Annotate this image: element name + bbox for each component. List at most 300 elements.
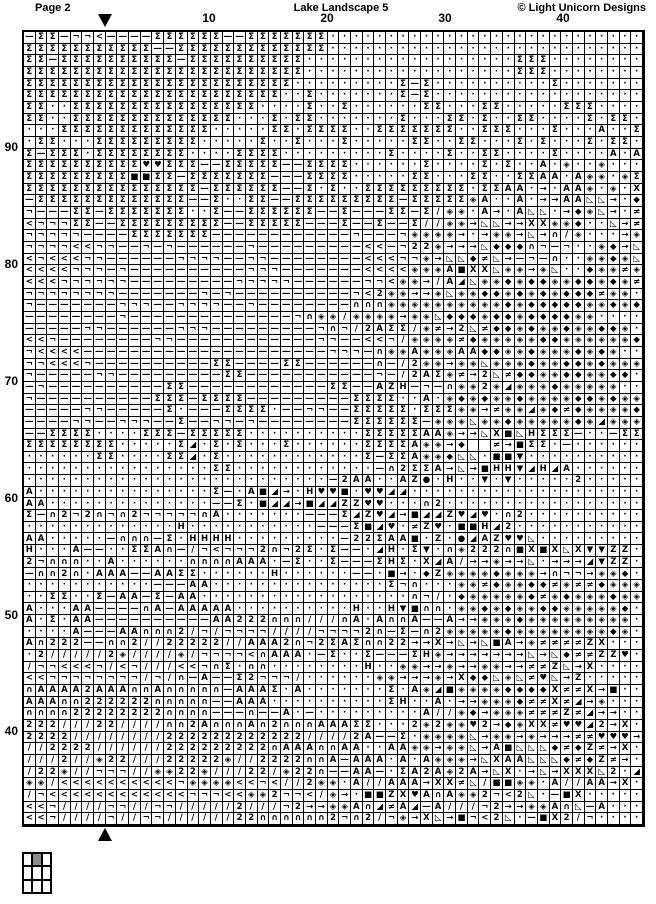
grid-cell: A: [433, 802, 445, 814]
grid-cell: Σ: [398, 627, 410, 639]
grid-cell: Σ: [281, 440, 293, 452]
grid-cell: ∩: [328, 743, 340, 755]
grid-cell: ·: [620, 44, 632, 56]
grid-cell: ¬: [164, 510, 176, 522]
grid-cell: —: [152, 382, 164, 394]
grid-cell: ∩: [211, 557, 223, 569]
grid-cell: Σ: [234, 149, 246, 161]
grid-cell: —: [351, 335, 363, 347]
grid-cell: →: [456, 429, 468, 441]
grid-cell: Σ: [47, 184, 59, 196]
grid-cell: ≠: [585, 732, 597, 744]
grid-cell: —: [573, 429, 585, 441]
grid-cell: Σ: [71, 184, 83, 196]
grid-cell: ◺: [526, 743, 538, 755]
grid-cell: ·: [561, 510, 573, 522]
grid-cell: 2: [258, 732, 270, 744]
grid-cell: Σ: [281, 79, 293, 91]
grid-cell: ¬: [223, 627, 235, 639]
grid-cell: A: [561, 463, 573, 475]
grid-cell: ·: [328, 102, 340, 114]
grid-cell: →: [620, 230, 632, 242]
grid-cell: ◆: [573, 207, 585, 219]
grid-cell: 2: [199, 743, 211, 755]
grid-cell: 2: [59, 638, 71, 650]
grid-cell: Σ: [82, 114, 94, 126]
grid-cell: —: [515, 254, 527, 266]
grid-cell: ·: [526, 184, 538, 196]
grid-cell: ·: [503, 498, 515, 510]
grid-cell: Σ: [515, 114, 527, 126]
grid-cell: ·: [211, 580, 223, 592]
grid-cell: /: [106, 732, 118, 744]
grid-cell: ◈: [550, 359, 562, 371]
grid-cell: ·: [444, 522, 456, 534]
grid-cell: /: [129, 743, 141, 755]
grid-cell: ∩: [281, 720, 293, 732]
grid-cell: ·: [258, 568, 270, 580]
grid-cell: Σ: [94, 102, 106, 114]
grid-cell: ≠: [573, 580, 585, 592]
grid-cell: A: [24, 615, 36, 627]
grid-cell: ∩: [71, 557, 83, 569]
grid-cell: ·: [444, 580, 456, 592]
grid-cell: Σ: [246, 79, 258, 91]
grid-cell: Σ: [176, 382, 188, 394]
grid-cell: ◈: [409, 277, 421, 289]
grid-cell: ¬: [24, 394, 36, 406]
grid-cell: ◢: [433, 557, 445, 569]
grid-cell: ·: [421, 149, 433, 161]
page-number-label: Page 2: [35, 2, 71, 14]
grid-cell: Σ: [223, 114, 235, 126]
grid-cell: <: [94, 778, 106, 790]
grid-cell: ·: [234, 662, 246, 674]
grid-cell: ¬: [398, 242, 410, 254]
grid-cell: Σ: [620, 137, 632, 149]
grid-cell: —: [328, 510, 340, 522]
grid-cell: —: [141, 289, 153, 301]
grid-cell: ◺: [596, 195, 608, 207]
grid-cell: —: [129, 370, 141, 382]
grid-cell: ◢: [468, 533, 480, 545]
grid-cell: Σ: [59, 160, 71, 172]
grid-cell: ◢: [316, 498, 328, 510]
grid-cell: ·: [620, 767, 632, 779]
grid-cell: ◈: [444, 755, 456, 767]
grid-cell: A: [293, 743, 305, 755]
grid-cell: ¬: [176, 324, 188, 336]
grid-cell: ·: [409, 697, 421, 709]
grid-cell: Σ: [398, 125, 410, 137]
grid-cell: Σ: [515, 55, 527, 67]
grid-cell: Σ: [246, 172, 258, 184]
grid-cell: —: [199, 405, 211, 417]
grid-cell: <: [106, 778, 118, 790]
grid-cell: 2: [36, 732, 48, 744]
grid-cell: ·: [456, 102, 468, 114]
grid-cell: ¬: [152, 335, 164, 347]
grid-cell: ·: [152, 557, 164, 569]
grid-cell: —: [421, 615, 433, 627]
grid-cell: ·: [608, 55, 620, 67]
grid-cell: Σ: [246, 184, 258, 196]
grid-cell: ◈: [608, 382, 620, 394]
grid-cell: ·: [351, 650, 363, 662]
grid-cell: Σ: [293, 44, 305, 56]
grid-cell: ·: [526, 195, 538, 207]
grid-cell: ·: [293, 90, 305, 102]
grid-cell: ·: [550, 510, 562, 522]
grid-cell: ·: [386, 55, 398, 67]
grid-cell: —: [304, 324, 316, 336]
grid-cell: ◢: [491, 522, 503, 534]
grid-cell: —: [293, 382, 305, 394]
grid-cell: ∩: [36, 568, 48, 580]
grid-cell: ¬: [47, 802, 59, 814]
grid-cell: ·: [421, 697, 433, 709]
grid-cell: ·: [631, 743, 643, 755]
grid-cell: —: [82, 335, 94, 347]
grid-cell: A: [211, 603, 223, 615]
grid-cell: /: [293, 673, 305, 685]
grid-cell: ◺: [491, 370, 503, 382]
grid-cell: —: [398, 195, 410, 207]
grid-cell: ·: [47, 498, 59, 510]
grid-cell: ·: [234, 603, 246, 615]
grid-cell: ·: [550, 90, 562, 102]
grid-cell: Σ: [176, 219, 188, 231]
grid-cell: Σ: [479, 114, 491, 126]
grid-cell: A: [36, 498, 48, 510]
grid-cell: ¬: [398, 254, 410, 266]
grid-cell: ·: [573, 254, 585, 266]
grid-cell: 2: [398, 463, 410, 475]
grid-cell: /: [188, 802, 200, 814]
grid-cell: ·: [223, 580, 235, 592]
grid-cell: Σ: [246, 32, 258, 44]
grid-cell: Σ: [246, 195, 258, 207]
grid-cell: ◈: [386, 347, 398, 359]
grid-cell: Σ: [234, 498, 246, 510]
grid-cell: ·: [550, 452, 562, 464]
grid-cell: ¬: [246, 254, 258, 266]
grid-cell: 2: [363, 324, 375, 336]
grid-cell: ·: [573, 137, 585, 149]
grid-cell: ·: [479, 498, 491, 510]
grid-cell: ▼: [585, 545, 597, 557]
grid-cell: A: [409, 347, 421, 359]
grid-cell: ¬: [246, 545, 258, 557]
grid-cell: ·: [351, 55, 363, 67]
grid-cell: →: [631, 732, 643, 744]
grid-cell: ·: [620, 802, 632, 814]
grid-cell: ◈: [608, 580, 620, 592]
grid-cell: —: [164, 580, 176, 592]
grid-cell: ◢: [433, 510, 445, 522]
grid-cell: /: [246, 755, 258, 767]
grid-cell: ·: [94, 580, 106, 592]
grid-cell: H: [526, 429, 538, 441]
grid-cell: A: [152, 603, 164, 615]
grid-cell: ◆: [573, 219, 585, 231]
grid-cell: ·: [398, 137, 410, 149]
grid-cell: —: [386, 219, 398, 231]
grid-cell: A: [234, 557, 246, 569]
grid-cell: A: [211, 615, 223, 627]
grid-cell: ◈: [503, 359, 515, 371]
grid-cell: /: [293, 627, 305, 639]
grid-cell: →: [479, 230, 491, 242]
grid-cell: ·: [421, 44, 433, 56]
grid-cell: ·: [82, 463, 94, 475]
grid-cell: —: [234, 708, 246, 720]
grid-cell: —: [36, 417, 48, 429]
grid-cell: <: [59, 254, 71, 266]
grid-cell: —: [176, 359, 188, 371]
grid-cell: A: [269, 650, 281, 662]
grid-cell: —: [293, 160, 305, 172]
grid-cell: ◈: [386, 289, 398, 301]
grid-cell: /: [82, 813, 94, 825]
grid-cell: A: [503, 184, 515, 196]
grid-cell: —: [176, 580, 188, 592]
grid-cell: Σ: [164, 55, 176, 67]
grid-cell: —: [258, 289, 270, 301]
grid-cell: ●: [421, 475, 433, 487]
grid-cell: ·: [631, 463, 643, 475]
grid-cell: <: [479, 813, 491, 825]
grid-cell: 2: [188, 743, 200, 755]
grid-cell: —: [304, 347, 316, 359]
grid-cell: ◺: [515, 429, 527, 441]
grid-cell: ◆: [573, 347, 585, 359]
grid-cell: 2: [433, 498, 445, 510]
grid-cell: ·: [631, 114, 643, 126]
grid-cell: →: [444, 324, 456, 336]
grid-cell: 2: [94, 720, 106, 732]
grid-cell: /: [211, 813, 223, 825]
grid-cell: 2: [164, 755, 176, 767]
grid-cell: ■: [304, 498, 316, 510]
grid-cell: ·: [444, 160, 456, 172]
grid-cell: —: [386, 242, 398, 254]
grid-cell: ·: [515, 149, 527, 161]
grid-cell: →: [596, 685, 608, 697]
grid-cell: X: [573, 767, 585, 779]
grid-cell: ≠: [550, 720, 562, 732]
grid-cell: ◆: [573, 405, 585, 417]
grid-cell: A: [561, 195, 573, 207]
grid-cell: ·: [304, 440, 316, 452]
grid-cell: ·: [304, 429, 316, 441]
grid-cell: ·: [71, 533, 83, 545]
grid-cell: Σ: [129, 67, 141, 79]
grid-cell: ·: [339, 452, 351, 464]
grid-cell: ·: [269, 510, 281, 522]
grid-cell: ·: [36, 463, 48, 475]
grid-cell: ¬: [199, 324, 211, 336]
grid-cell: ·: [117, 557, 129, 569]
grid-cell: Σ: [223, 463, 235, 475]
grid-cell: 2: [479, 790, 491, 802]
grid-cell: —: [258, 417, 270, 429]
grid-cell: Σ: [328, 195, 340, 207]
grid-cell: ◈: [631, 592, 643, 604]
grid-cell: ¬: [234, 627, 246, 639]
grid-cell: ·: [608, 790, 620, 802]
grid-cell: ◈: [188, 778, 200, 790]
grid-cell: ■: [456, 813, 468, 825]
grid-cell: ¬: [71, 230, 83, 242]
grid-cell: Σ: [258, 79, 270, 91]
grid-cell: <: [36, 673, 48, 685]
grid-cell: A: [468, 347, 480, 359]
grid-cell: ♥: [468, 720, 480, 732]
grid-cell: ◈: [468, 289, 480, 301]
grid-cell: ◈: [503, 615, 515, 627]
grid-cell: Σ: [71, 125, 83, 137]
grid-cell: ·: [281, 697, 293, 709]
grid-cell: —: [351, 359, 363, 371]
grid-cell: Σ: [304, 160, 316, 172]
grid-cell: —: [281, 300, 293, 312]
grid-cell: ·: [351, 463, 363, 475]
grid-cell: —: [363, 219, 375, 231]
grid-cell: ·: [631, 627, 643, 639]
grid-cell: —: [211, 265, 223, 277]
grid-cell: —: [234, 312, 246, 324]
grid-cell: ◆: [620, 370, 632, 382]
grid-cell: ·: [293, 522, 305, 534]
grid-cell: ¬: [94, 277, 106, 289]
grid-cell: —: [258, 370, 270, 382]
grid-cell: —: [339, 405, 351, 417]
grid-cell: ·: [374, 44, 386, 56]
grid-cell: ◈: [585, 335, 597, 347]
grid-cell: A: [106, 568, 118, 580]
grid-cell: ·: [620, 195, 632, 207]
grid-cell: /: [94, 813, 106, 825]
grid-cell: ∩: [351, 300, 363, 312]
grid-cell: ·: [246, 137, 258, 149]
grid-cell: /: [351, 324, 363, 336]
grid-cell: ·: [444, 102, 456, 114]
grid-cell: ¬: [117, 265, 129, 277]
grid-cell: ◈: [433, 452, 445, 464]
grid-cell: ·: [398, 149, 410, 161]
grid-cell: —: [339, 289, 351, 301]
grid-cell: ·: [409, 67, 421, 79]
grid-cell: ·: [456, 160, 468, 172]
grid-cell: ·: [515, 487, 527, 499]
grid-cell: ◆: [585, 755, 597, 767]
grid-cell: 2: [188, 767, 200, 779]
grid-cell: —: [328, 265, 340, 277]
page-map-current-page: [32, 853, 41, 866]
grid-cell: ◈: [503, 708, 515, 720]
grid-cell: ♥: [328, 487, 340, 499]
grid-cell: —: [94, 615, 106, 627]
grid-cell: ·: [631, 370, 643, 382]
grid-cell: —: [316, 370, 328, 382]
grid-cell: Z: [386, 790, 398, 802]
grid-cell: 2: [117, 697, 129, 709]
grid-cell: —: [223, 487, 235, 499]
grid-cell: ∩: [47, 708, 59, 720]
grid-cell: 2: [246, 732, 258, 744]
grid-cell: Σ: [526, 172, 538, 184]
grid-cell: ·: [316, 452, 328, 464]
grid-cell: ·: [59, 522, 71, 534]
grid-cell: ≠: [538, 592, 550, 604]
grid-cell: Σ: [328, 160, 340, 172]
grid-cell: ◆: [491, 347, 503, 359]
grid-cell: ◢: [550, 463, 562, 475]
grid-cell: ·: [409, 568, 421, 580]
grid-cell: ¬: [211, 254, 223, 266]
grid-cell: ◆: [468, 673, 480, 685]
grid-cell: /: [47, 755, 59, 767]
grid-cell: ·: [433, 394, 445, 406]
grid-cell: Σ: [47, 160, 59, 172]
grid-cell: —: [117, 335, 129, 347]
grid-cell: X: [479, 265, 491, 277]
grid-cell: —: [36, 510, 48, 522]
grid-cell: Σ: [106, 79, 118, 91]
grid-cell: ·: [141, 557, 153, 569]
grid-cell: →: [421, 277, 433, 289]
grid-cell: ·: [351, 32, 363, 44]
grid-cell: ◺: [491, 767, 503, 779]
grid-cell: ·: [491, 67, 503, 79]
grid-cell: A: [573, 195, 585, 207]
grid-cell: ¬: [152, 813, 164, 825]
grid-cell: —: [234, 32, 246, 44]
grid-cell: ·: [620, 79, 632, 91]
grid-cell: —: [281, 417, 293, 429]
grid-cell: Σ: [234, 160, 246, 172]
grid-cell: Σ: [246, 44, 258, 56]
grid-cell: ·: [585, 429, 597, 441]
grid-cell: ·: [176, 405, 188, 417]
grid-cell: ∩: [176, 685, 188, 697]
grid-cell: —: [304, 359, 316, 371]
grid-cell: Σ: [561, 429, 573, 441]
grid-cell: ·: [129, 522, 141, 534]
grid-cell: /: [258, 802, 270, 814]
grid-cell: Σ: [36, 67, 48, 79]
grid-cell: ∩: [339, 615, 351, 627]
grid-cell: ·: [620, 487, 632, 499]
grid-cell: ◆: [515, 242, 527, 254]
grid-cell: /: [94, 650, 106, 662]
grid-cell: Σ: [223, 67, 235, 79]
grid-cell: Σ: [374, 195, 386, 207]
grid-cell: ·: [550, 440, 562, 452]
grid-cell: ·: [316, 79, 328, 91]
grid-cell: Σ: [36, 184, 48, 196]
grid-cell: ∩: [141, 627, 153, 639]
grid-cell: A: [421, 708, 433, 720]
grid-cell: ·: [339, 685, 351, 697]
grid-cell: A: [164, 568, 176, 580]
grid-cell: ·: [515, 498, 527, 510]
grid-cell: ·: [585, 475, 597, 487]
grid-cell: <: [36, 335, 48, 347]
grid-cell: ·: [573, 522, 585, 534]
grid-cell: ·: [374, 137, 386, 149]
